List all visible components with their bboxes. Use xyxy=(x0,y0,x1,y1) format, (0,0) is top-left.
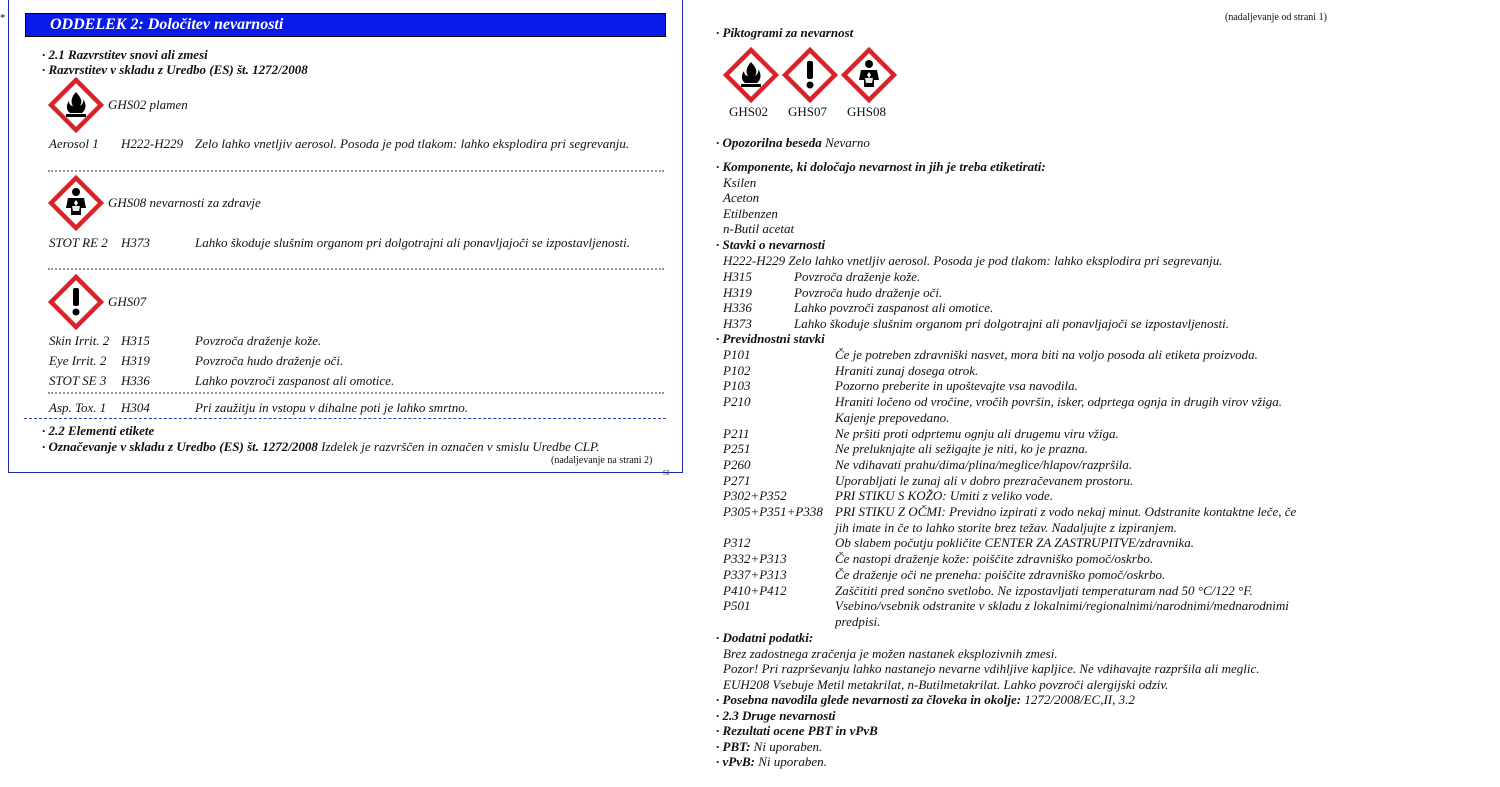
precaution-code: P312 xyxy=(723,535,751,551)
class-aerosol: Aerosol 1 xyxy=(49,136,99,151)
precaution-text: Ne pršiti proti odprtemu ognju ali drugemu viru vžiga. xyxy=(835,425,1119,441)
flame-icon xyxy=(723,47,779,103)
pictogram-heading: · Piktogrami za nevarnost xyxy=(716,25,854,40)
labelling-heading: · Označevanje v skladu z Uredbo (ES) št. 1272/2008 xyxy=(42,439,318,454)
dotted-divider xyxy=(48,170,664,172)
hazard-text: Povzroča draženje kože. xyxy=(794,269,921,284)
precaution-text: Pozorno preberite in upoštevajte vsa navodila. xyxy=(835,378,1078,394)
additional-info-line: EUH208 Vsebuje Metil metakrilat, n-Butilmetakrilat. Lahko povzroči alergijski odziv. xyxy=(723,677,1169,692)
code-h373: H373 xyxy=(121,235,150,250)
precaution-code: P101 xyxy=(723,347,751,362)
continued-from-note: (nadaljevanje od strani 1) xyxy=(1225,12,1327,23)
precaution-text: predpisi. xyxy=(835,613,881,629)
heading-2-3: · 2.3 Druge nevarnosti xyxy=(716,708,836,723)
component-item: n-Butil acetat xyxy=(723,221,795,236)
precaution-code: P211 xyxy=(723,425,750,441)
flame-icon xyxy=(48,77,104,133)
precaution-code: P102 xyxy=(723,362,751,378)
text-h304: Pri zaužitju in vstopu v dihalne poti je lahko smrtno. xyxy=(195,400,468,415)
exclamation-icon xyxy=(48,274,104,330)
vpvb-heading: · vPvB: xyxy=(716,754,755,769)
signal-word-heading: · Opozorilna beseda xyxy=(716,135,822,150)
precaution-code: P210 xyxy=(723,394,751,410)
precaution-text: Zaščititi pred sončno svetlobo. Ne izpostavljati temperaturam nad 50 °C/122 °F. xyxy=(835,582,1253,598)
text-h315: Povzroča draženje kože. xyxy=(195,333,322,348)
pictogram-label: GHS08 xyxy=(847,104,887,119)
precaution-text: Ne preluknjajte ali sežigajte je niti, ko je prazna. xyxy=(835,441,1088,457)
precaution-text: PRI STIKU Z OČMI: Previdno izpirati z vodo nekaj minut. Odstranite kontaktne leče, če xyxy=(835,504,1297,519)
hazard-code: H336 xyxy=(723,300,752,316)
precautionary-heading: · Previdnostni stavki xyxy=(716,331,825,346)
code-h336: H336 xyxy=(121,373,150,388)
dotted-divider xyxy=(48,392,664,394)
class-stot-se: STOT SE 3 xyxy=(49,373,107,388)
precaution-code: P332+P313 xyxy=(723,551,787,567)
language-code: SI xyxy=(663,469,670,477)
precaution-text: Hraniti ločeno od vročine, vročih površin, isker, odprtega ognja in drugih virov vžiga. xyxy=(835,394,1282,410)
vpvb-value: Ni uporaben. xyxy=(754,754,827,769)
continued-note: (nadaljevanje na strani 2) xyxy=(551,455,653,466)
special-hazard-line xyxy=(716,692,1135,708)
pbt-results-heading: · Rezultati ocene PBT in vPvB xyxy=(716,723,878,738)
precaution-text: Ne vdihavati prahu/dima/plina/meglice/hlapov/razpršila. xyxy=(835,456,1133,472)
precaution-code: P302+P352 xyxy=(723,488,787,504)
precaution-text: jih imate in če to lahko storite brez težav. Nadaljujte z izpiranjem. xyxy=(835,519,1177,535)
component-item: Ksilen xyxy=(723,175,757,190)
text-h336: Lahko povzroči zaspanost ali omotice. xyxy=(195,373,395,388)
additional-info-line: Brez zadostnega zračenja je možen nastanek eksplozivnih zmesi. xyxy=(723,646,1058,661)
class-eye: Eye Irrit. 2 xyxy=(49,353,107,368)
hazard-text: Povzroča hudo draženje oči. xyxy=(794,284,943,300)
precaution-code: P410+P412 xyxy=(723,582,787,598)
text-h319: Povzroča hudo draženje oči. xyxy=(195,353,344,368)
code-h319: H319 xyxy=(121,353,150,368)
text-h222: Zelo lahko vnetljiv aerosol. Posoda je pod tlakom: lahko eksplodira pri segrevanju. xyxy=(195,136,630,151)
vpvb-line xyxy=(716,754,827,770)
dotted-divider xyxy=(48,268,664,270)
hazard-statements-heading: · Stavki o nevarnosti xyxy=(716,237,826,252)
component-item: Etilbenzen xyxy=(723,206,778,221)
additional-info-line: Pozor! Pri razprševanju lahko nastanejo nevarne vdihljive kapljice. Ne vdihavajte razpršila ali meglic. xyxy=(723,661,1260,676)
heading-2-1: · 2.1 Razvrstitev snovi ali zmesi xyxy=(42,47,208,62)
precaution-code: P271 xyxy=(723,472,751,488)
code-h315: H315 xyxy=(121,333,150,348)
dashed-divider xyxy=(24,418,666,419)
precaution-text: Vsebino/vsebnik odstranite v skladu z lokalnimi/regionalnimi/narodnimi/mednarodnimi xyxy=(835,598,1289,614)
class-asp: Asp. Tox. 1 xyxy=(49,400,107,415)
precaution-text: Uporabljati le zunaj ali v dobro prezračevanem prostoru. xyxy=(835,472,1134,488)
pbt-line xyxy=(716,739,822,755)
health-hazard-icon xyxy=(841,47,897,103)
precaution-text: Če draženje oči ne preneha: poiščite zdravniško pomoč/oskrbo. xyxy=(835,566,1166,582)
ghs02-label: GHS02 plamen xyxy=(108,97,188,112)
ghs08-label: GHS08 nevarnosti za zdravje xyxy=(108,195,261,210)
hazard-code: H319 xyxy=(723,284,752,300)
precaution-text: PRI STIKU S KOŽO: Umiti z veliko vode. xyxy=(835,488,1054,504)
labelling-text: Izdelek je razvrščen in označen v smislu Uredbe CLP. xyxy=(317,439,600,454)
ghs07-label: GHS07 xyxy=(108,294,147,309)
precaution-code: P501 xyxy=(723,598,751,614)
precaution-code: P337+P313 xyxy=(723,566,787,582)
precaution-code: P305+P351+P338 xyxy=(723,504,823,519)
pbt-value: Ni uporaben. xyxy=(750,739,823,754)
hazard-text: Lahko škoduje slušnim organom pri dolgotrajni ali ponavljajoči se izpostavljenosti. xyxy=(794,316,1230,332)
precaution-code: P103 xyxy=(723,378,751,394)
precaution-text: Hraniti zunaj dosega otrok. xyxy=(835,362,979,378)
component-item: Aceton xyxy=(723,190,760,205)
code-h222: H222-H229 xyxy=(121,136,184,151)
code-h304: H304 xyxy=(121,400,150,415)
precaution-code: P251 xyxy=(723,441,751,457)
hazard-code: H373 xyxy=(723,316,752,332)
special-hazard-heading: · Posebna navodila glede nevarnosti za človeka in okolje: xyxy=(716,692,1022,707)
health-hazard-icon xyxy=(48,175,104,231)
class-stot-re: STOT RE 2 xyxy=(49,235,108,250)
section-title: ODDELEK 2: Določitev nevarnosti xyxy=(25,13,666,37)
precaution-text: Kajenje prepovedano. xyxy=(835,409,950,425)
pictogram-label: GHS02 xyxy=(729,104,769,119)
precaution-code: P260 xyxy=(723,456,751,472)
hazard-code: H315 xyxy=(723,269,752,284)
special-hazard-value: 1272/2008/EC,II, 3.2 xyxy=(1021,692,1135,707)
pbt-heading: · PBT: xyxy=(716,739,751,754)
hazard-text: Lahko povzroči zaspanost ali omotice. xyxy=(794,300,994,316)
precaution-text: Če nastopi draženje kože: poiščite zdravniško pomoč/oskrbo. xyxy=(835,551,1154,567)
heading-classification: · Razvrstitev v skladu z Uredbo (ES) št. 1272/2008 xyxy=(42,62,308,77)
hazard-statement: H222-H229 Zelo lahko vnetljiv aerosol. Posoda je pod tlakom: lahko eksplodira pri segrevanju. xyxy=(723,253,1223,268)
class-skin: Skin Irrit. 2 xyxy=(49,333,110,348)
revision-star: * xyxy=(0,12,6,24)
text-h373: Lahko škoduje slušnim organom pri dolgotrajni ali ponavljajoči se izpostavljenosti. xyxy=(195,235,631,250)
precaution-text: Ob slabem počutju pokličite CENTER ZA ZASTRUPITVE/zdravnika. xyxy=(835,535,1195,551)
precaution-text: Če je potreben zdravniški nasvet, mora biti na voljo posoda ali etiketa proizvoda. xyxy=(835,347,1258,362)
pictogram-label: GHS07 xyxy=(788,104,828,119)
heading-2-2: · 2.2 Elementi etikete xyxy=(42,423,155,438)
labelling-line xyxy=(42,439,600,455)
signal-word-value: Nevarno xyxy=(821,135,870,150)
exclamation-icon xyxy=(782,47,838,103)
signal-word-line xyxy=(716,135,870,151)
additional-info-heading: · Dodatni podatki: xyxy=(716,630,814,645)
components-heading: · Komponente, ki določajo nevarnost in jih je treba etiketirati: xyxy=(716,159,1046,174)
